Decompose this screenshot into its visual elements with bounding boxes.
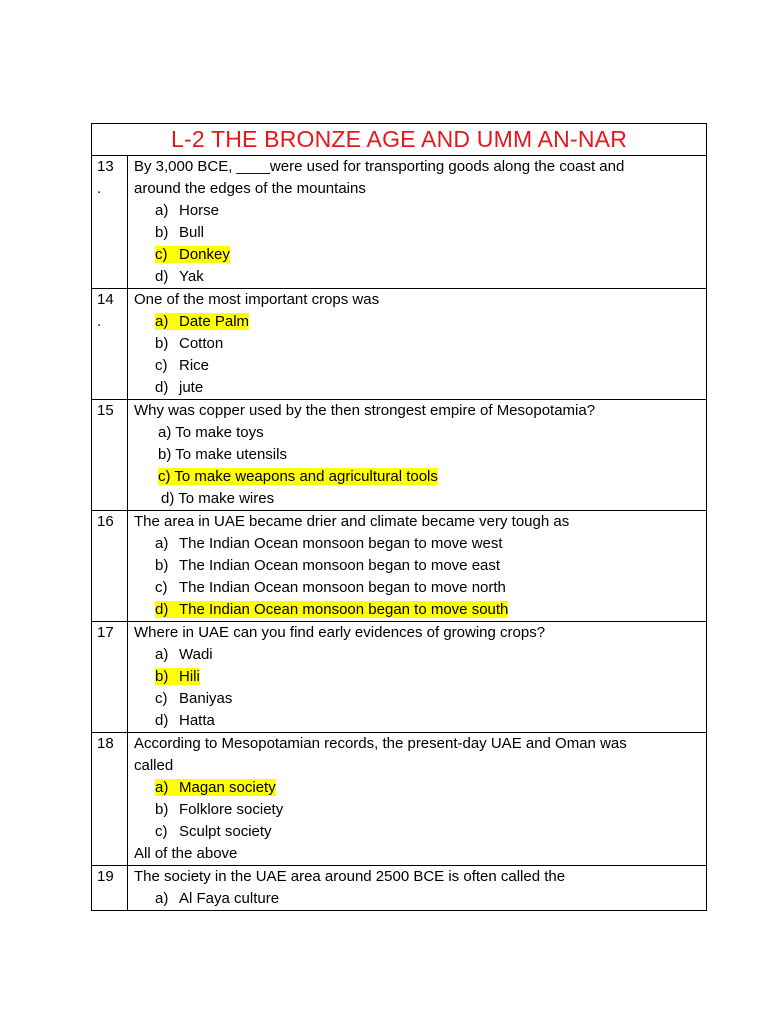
question-number — [92, 400, 128, 511]
answer-option-body — [155, 357, 209, 374]
highlighted-answer — [155, 601, 508, 618]
option-text: Cotton — [179, 335, 224, 352]
option-letter: d) — [155, 379, 169, 396]
answer-option-body — [155, 224, 204, 241]
highlighted-answer — [155, 779, 276, 796]
option-text: Date Palm — [179, 313, 250, 330]
answer-option — [134, 533, 702, 555]
answer-option-body — [155, 712, 215, 729]
option-letter: b) — [155, 224, 169, 241]
question-text: By 3,000 BCE, ____were used for transporting goods along the coast and — [134, 158, 625, 175]
highlighted-answer — [158, 468, 438, 485]
option-letter: c) — [155, 823, 168, 840]
answer-option — [134, 333, 702, 355]
option-text: All of the above — [134, 845, 238, 862]
option-text: Donkey — [179, 246, 230, 263]
option-text: b) To make utensils — [158, 446, 287, 463]
option-text: Bull — [179, 224, 205, 241]
question-number-period: . — [97, 180, 102, 197]
question-text: Where in UAE can you find early evidences of growing crops? — [134, 624, 546, 641]
option-text: The Indian Ocean monsoon began to move west — [179, 535, 503, 552]
answer-option — [134, 799, 702, 821]
question-number — [92, 156, 128, 289]
question-text: called — [134, 757, 174, 774]
answer-option-body — [155, 202, 219, 219]
answer-option-body — [155, 535, 503, 552]
question-number-text: 15 — [97, 402, 114, 419]
question-number-text: 18 — [97, 735, 114, 752]
question-content — [128, 866, 707, 911]
option-letter: c) — [155, 579, 168, 596]
option-letter: a) — [155, 779, 169, 796]
option-letter: d) — [155, 712, 169, 729]
answer-option-body — [134, 845, 237, 862]
question-text: The area in UAE became drier and climate became very tough as — [134, 513, 570, 530]
question-content — [128, 156, 707, 289]
question-number-text: 17 — [97, 624, 114, 641]
question-row — [92, 400, 707, 511]
question-content — [128, 511, 707, 622]
option-letter: c) — [155, 246, 168, 263]
answer-option-body — [158, 424, 264, 441]
question-text: According to Mesopotamian records, the present-day UAE and Oman was — [134, 735, 627, 752]
option-letter: c) — [155, 690, 168, 707]
option-text: Wadi — [179, 646, 213, 663]
question-number — [92, 511, 128, 622]
question-number-text: 19 — [97, 868, 114, 885]
question-number — [92, 622, 128, 733]
option-letter: c) — [155, 357, 168, 374]
highlighted-answer — [155, 246, 230, 263]
option-text: Al Faya culture — [179, 890, 280, 907]
answer-option-body — [155, 801, 283, 818]
highlighted-answer — [155, 313, 249, 330]
option-text: The Indian Ocean monsoon began to move east — [179, 557, 501, 574]
answer-option — [134, 577, 702, 599]
question-row — [92, 733, 707, 866]
option-letter: b) — [155, 801, 169, 818]
answer-option — [134, 377, 702, 399]
answer-option — [134, 644, 702, 666]
answer-option-body — [155, 890, 279, 907]
question-text: Why was copper used by the then strongest empire of Mesopotamia? — [134, 402, 596, 419]
answer-option — [134, 821, 702, 843]
page-title: L-2 THE BRONZE AGE AND UMM AN-NAR — [92, 124, 707, 156]
answer-option — [134, 311, 702, 333]
option-text: Yak — [179, 268, 204, 285]
option-letter: a) — [155, 646, 169, 663]
question-row — [92, 289, 707, 400]
question-text: The society in the UAE area around 2500 BCE is often called the — [134, 868, 566, 885]
quiz-document — [91, 123, 707, 911]
answer-option-body — [155, 557, 500, 574]
question-number — [92, 733, 128, 866]
answer-option — [134, 888, 702, 910]
question-number-text: 13 — [97, 158, 114, 175]
option-letter: d) — [155, 601, 169, 618]
option-letter: a) — [155, 313, 169, 330]
quiz-table — [91, 123, 707, 911]
answer-option — [134, 555, 702, 577]
question-number-period: . — [97, 313, 102, 330]
question-number — [92, 866, 128, 911]
answer-option — [134, 466, 702, 488]
answer-option — [134, 843, 702, 865]
option-letter: b) — [155, 335, 169, 352]
option-text: The Indian Ocean monsoon began to move north — [179, 579, 506, 596]
answer-option — [134, 444, 702, 466]
option-text: jute — [179, 379, 204, 396]
option-letter: a) — [155, 202, 169, 219]
answer-option-body — [158, 446, 287, 463]
option-text: The Indian Ocean monsoon began to move south — [179, 601, 509, 618]
option-text: Hatta — [179, 712, 215, 729]
option-text: a) To make toys — [158, 424, 264, 441]
option-text: Baniyas — [179, 690, 233, 707]
question-text: One of the most important crops was — [134, 291, 380, 308]
question-number-text: 16 — [97, 513, 114, 530]
answer-option-body — [155, 823, 272, 840]
option-letter: a) — [155, 890, 169, 907]
title-row — [92, 124, 707, 156]
answer-option — [134, 688, 702, 710]
option-text: Magan society — [179, 779, 276, 796]
question-content — [128, 400, 707, 511]
answer-option — [134, 599, 702, 621]
answer-option — [134, 355, 702, 377]
question-row — [92, 511, 707, 622]
answer-option — [134, 666, 702, 688]
answer-option — [134, 422, 702, 444]
option-text: Rice — [179, 357, 210, 374]
option-letter: b) — [155, 557, 169, 574]
question-row — [92, 156, 707, 289]
option-letter: b) — [155, 668, 169, 685]
highlighted-answer — [155, 668, 200, 685]
answer-option — [134, 488, 702, 510]
answer-option — [134, 777, 702, 799]
option-letter: d) — [155, 268, 169, 285]
answer-option-body — [155, 646, 213, 663]
option-letter: a) — [155, 535, 169, 552]
question-number-text: 14 — [97, 291, 114, 308]
question-row — [92, 622, 707, 733]
answer-option — [134, 200, 702, 222]
answer-option-body — [161, 490, 274, 507]
answer-option — [134, 222, 702, 244]
answer-option-body — [155, 268, 204, 285]
option-text: Hili — [179, 668, 200, 685]
question-content — [128, 733, 707, 866]
answer-option — [134, 266, 702, 288]
answer-option — [134, 244, 702, 266]
answer-option-body — [155, 335, 223, 352]
option-text: Folklore society — [179, 801, 284, 818]
question-number — [92, 289, 128, 400]
answer-option-body — [155, 579, 506, 596]
question-row — [92, 866, 707, 911]
question-content — [128, 622, 707, 733]
answer-option-body — [155, 690, 232, 707]
question-content — [128, 289, 707, 400]
question-text: around the edges of the mountains — [134, 180, 366, 197]
option-text: Sculpt society — [179, 823, 272, 840]
answer-option-body — [155, 379, 203, 396]
answer-option — [134, 710, 702, 732]
option-text: d) To make wires — [161, 490, 275, 507]
option-text: Horse — [179, 202, 220, 219]
option-text: c) To make weapons and agricultural tools — [158, 468, 438, 485]
